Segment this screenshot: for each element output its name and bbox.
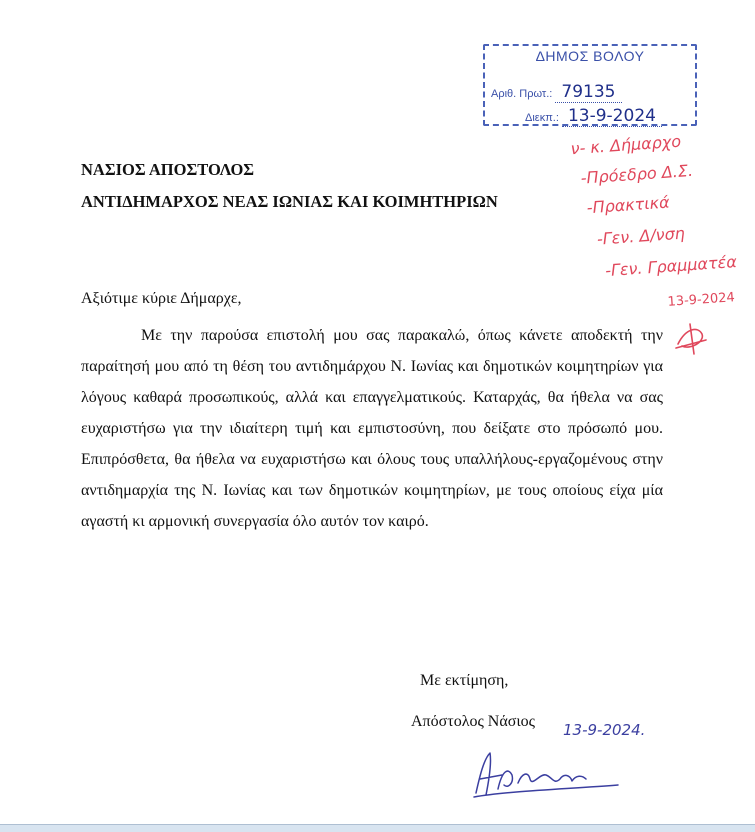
signature-date: 13-9-2024. bbox=[563, 721, 646, 739]
stamp-date-row bbox=[525, 106, 662, 126]
sender-title: ΑΝΤΙΔΗΜΑΡΧΟΣ ΝΕΑΣ ΙΩΝΙΑΣ ΚΑΙ ΚΟΙΜΗΤΗΡΙΩΝ bbox=[81, 192, 498, 211]
note-line: -Γεν. Δ/νση bbox=[596, 223, 686, 249]
stamp-date-value: 13-9-2024 bbox=[562, 106, 662, 127]
sender-name: ΝΑΣΙΟΣ ΑΠΟΣΤΟΛΟΣ bbox=[81, 160, 255, 179]
stamp-date-label: Διεκπ.: bbox=[525, 112, 559, 124]
stamp-protocol-number: 79135 bbox=[555, 82, 621, 103]
stamp-office: ΔΗΜΟΣ ΒΟΛΟΥ bbox=[535, 48, 645, 64]
closing: Με εκτίμηση, bbox=[420, 672, 509, 689]
stamp-protocol-label: Αριθ. Πρωτ.: bbox=[491, 88, 553, 100]
notes-date: 13-9-2024 bbox=[667, 290, 736, 310]
note-line: ν- κ. Δήμαρχο bbox=[569, 131, 682, 159]
sender-heading bbox=[81, 154, 498, 218]
stamp-protocol-row bbox=[491, 82, 622, 102]
letter-body: Με την παρούσα επιστολή μου σας παρακαλώ, όπως κάνετε αποδεκτή την παραίτησή μου από τη θέση του αντιδημάρχου Ν. Ιωνίας και δημοτικών κοιμητηρίων για λόγους καθαρά προσωπικούς, αλλά και επαγγελματικούς. Καταρχάς, θα ήθελα να σας ευχαριστήσω για την ιδιαίτερη τιμή και εμπιστοσύνη, που δείξατε στο πρόσωπό μου. Επιπρόσθετα, θα ήθελα να ευχαριστήσω και όλους τους υπαλλήλους-εργαζομένους στην αντιδημαρχία της Ν. Ιωνίας και των δημοτικών κοιμητηρίων, με τους οποίους είχα μία αγαστή κι αρμονική συνεργασία όλο αυτόν τον καιρό. bbox=[81, 327, 663, 530]
salutation: Αξιότιμε κύριε Δήμαρχε, bbox=[81, 290, 242, 307]
protocol-stamp bbox=[483, 44, 697, 126]
note-line: -Πρακτικά bbox=[586, 192, 671, 218]
handwritten-signature bbox=[468, 745, 628, 800]
signer-name: Απόστολος Νάσιος bbox=[411, 713, 535, 730]
note-line: -Πρόεδρο Δ.Σ. bbox=[580, 160, 694, 188]
initials-mark bbox=[672, 318, 712, 358]
note-line: -Γεν. Γραμματέα bbox=[604, 251, 738, 281]
